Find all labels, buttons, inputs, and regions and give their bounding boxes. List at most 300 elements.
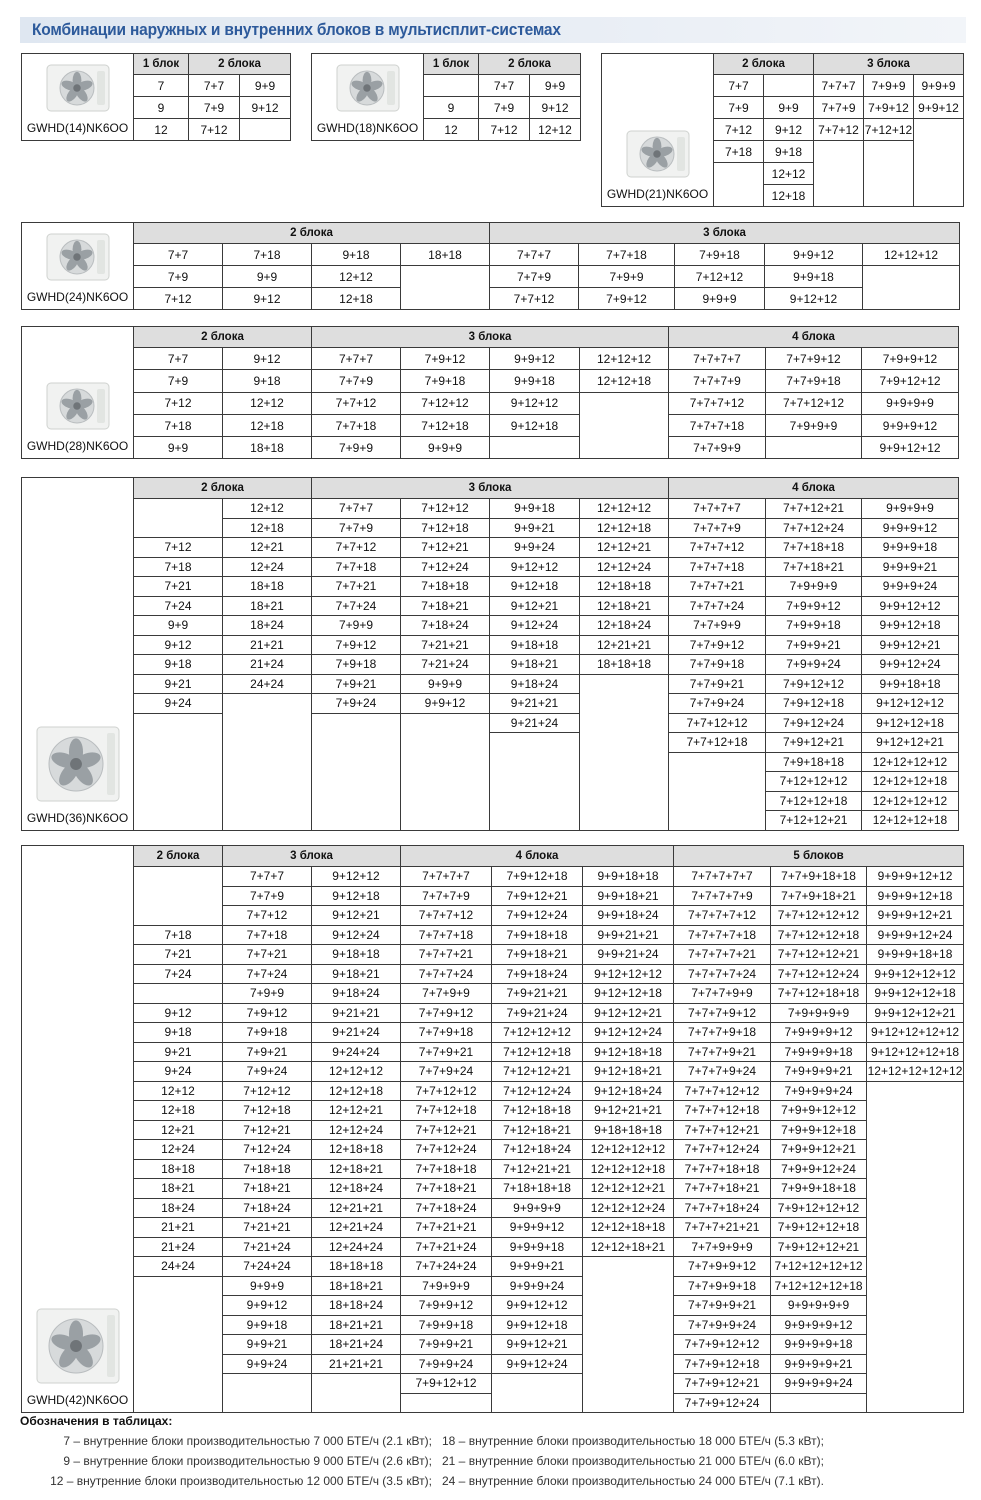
table-row — [22, 1159, 964, 1179]
combo-cell: 12+24 — [223, 557, 312, 577]
combo-cell: 9+9+12 — [914, 97, 964, 119]
combo-cell: 7+12+12 — [864, 119, 914, 141]
legend — [20, 1414, 970, 1494]
group-header: 3 блока — [490, 223, 960, 244]
combo-cell: 9+12+21+21 — [583, 1101, 674, 1121]
combo-cell: 7+21+24 — [223, 1237, 312, 1257]
combo-cell: 7+7+7+7 — [669, 499, 766, 519]
group-header: 3 блока — [223, 846, 401, 867]
combo-cell: 9+9+18+18 — [862, 674, 959, 694]
legend-row — [20, 1454, 970, 1474]
group-header: 2 блока — [134, 478, 312, 499]
combo-cell: 7+7+7+12 — [669, 392, 766, 414]
combo-cell — [401, 752, 490, 772]
combo-cell — [134, 752, 223, 772]
combo-cell: 9+9+9+12 — [862, 414, 959, 436]
combo-cell: 9+9+21 — [223, 1335, 312, 1355]
combo-cell: 21+24 — [223, 655, 312, 675]
combo-cell: 9+9+18+18 — [583, 867, 674, 887]
group-header: 2 блока — [134, 846, 223, 867]
combo-cell: 9+9+12+12 — [492, 1296, 583, 1316]
group-header: 2 блока — [134, 327, 312, 348]
group-header: 3 блока — [312, 327, 669, 348]
table-row — [22, 1276, 964, 1296]
combo-cell: 9 — [424, 97, 479, 119]
combo-cell: 7+12+21 — [223, 1120, 312, 1140]
combo-cell: 7+9+12+24 — [766, 713, 862, 733]
combo-cell: 7+9+12+12 — [766, 674, 862, 694]
combo-cell: 7+21 — [134, 945, 223, 965]
combo-cell — [134, 984, 223, 1004]
combo-cell: 7+7+7+18 — [401, 925, 492, 945]
combo-cell: 9+12+18 — [490, 414, 580, 436]
combo-cell: 7+9+12+12 — [862, 370, 959, 392]
outdoor-unit-image — [45, 232, 111, 282]
combo-cell: 7+7+12+24 — [766, 518, 862, 538]
table-row — [22, 266, 960, 288]
table-row — [22, 596, 959, 616]
table-row — [22, 906, 964, 926]
combo-cell — [401, 772, 490, 792]
group-header: 1 блок — [424, 54, 479, 75]
combo-cell — [583, 1276, 674, 1296]
combo-cell — [867, 1354, 964, 1374]
table-row — [22, 1296, 964, 1316]
combo-cell: 9+12 — [240, 97, 291, 119]
model-cell — [22, 327, 134, 459]
legend-row — [20, 1474, 970, 1494]
combo-cell: 9+9+9+24 — [492, 1276, 583, 1296]
combo-cell: 9+9+9+9+9 — [771, 1296, 867, 1316]
combo-cell: 18+18+18 — [312, 1257, 401, 1277]
combo-cell — [134, 867, 223, 887]
combo-cell: 7+12+12+12 — [766, 772, 862, 792]
combo-cell — [134, 791, 223, 811]
combo-cell: 7+9+9+9+21 — [771, 1062, 867, 1082]
combo-cell — [490, 772, 580, 792]
combo-cell — [863, 288, 960, 310]
table-row — [22, 538, 959, 558]
table-row — [22, 713, 959, 733]
combo-cell: 12+12 — [530, 119, 581, 141]
combo-cell: 7+7+7+18+24 — [674, 1198, 771, 1218]
table-row — [22, 1101, 964, 1121]
combo-cell: 12+21+21 — [312, 1198, 401, 1218]
combo-cell: 9+9+18+21 — [583, 886, 674, 906]
combo-cell — [312, 772, 401, 792]
model-label: GWHD(42)NK6OO — [26, 1393, 129, 1407]
combo-cell: 18+18 — [223, 577, 312, 597]
outdoor-unit-image — [35, 1307, 121, 1385]
combo-cell: 7+18 — [223, 244, 312, 266]
combo-cell: 7+12+18+24 — [492, 1140, 583, 1160]
combo-cell: 7+7+9+18+18 — [771, 867, 867, 887]
combo-cell: 7+12+21 — [401, 538, 490, 558]
table-row — [22, 1081, 964, 1101]
combo-cell: 7+7+7 — [814, 75, 864, 97]
combo-cell: 7+18+24 — [223, 1198, 312, 1218]
group-header: 3 блока — [814, 54, 964, 75]
combo-cell: 9+9+12 — [490, 348, 580, 370]
combo-cell: 9+9+9+24 — [862, 577, 959, 597]
combo-cell: 12+12+12+24 — [583, 1198, 674, 1218]
combo-cell: 9+9+18 — [490, 499, 580, 519]
combo-cell: 12+12+18+18 — [583, 1218, 674, 1238]
table-row — [22, 557, 959, 577]
combo-cell: 7+7+9+12 — [401, 1003, 492, 1023]
legend-item: 21 – внутренние блоки производительностью 21 000 БТЕ/ч (6.0 кВт); — [442, 1454, 824, 1468]
combo-cell: 9+9+12+18 — [862, 616, 959, 636]
combo-cell — [771, 1393, 867, 1413]
combo-cell: 7+7+9+9 — [669, 437, 766, 459]
table-row — [22, 244, 960, 266]
combo-table-gwhd14 — [21, 53, 291, 141]
combo-cell: 9+9+18 — [223, 1315, 312, 1335]
combo-cell: 7+18 — [714, 141, 764, 163]
legend-item: 24 – внутренние блоки производительностью 24 000 БТЕ/ч (7.1 кВт). — [442, 1474, 824, 1488]
combo-cell — [867, 1296, 964, 1316]
combo-cell: 7+7+12 — [312, 392, 401, 414]
model-cell — [312, 54, 424, 141]
combo-cell — [240, 119, 291, 141]
outdoor-unit-image — [35, 725, 121, 803]
combo-cell — [134, 886, 223, 906]
combo-cell: 7+12+18 — [401, 414, 490, 436]
combo-cell: 7+7+18 — [223, 925, 312, 945]
combo-cell: 7+12+18 — [401, 518, 490, 538]
table-row — [22, 1042, 964, 1062]
combo-cell — [580, 772, 669, 792]
combo-cell: 9+21+21 — [490, 694, 580, 714]
table-row — [22, 1198, 964, 1218]
combo-cell: 7+9+9 — [579, 266, 675, 288]
combo-cell: 9+9+9+21 — [492, 1257, 583, 1277]
combo-cell — [867, 1393, 964, 1413]
combo-cell — [583, 1257, 674, 1277]
table-row — [22, 733, 959, 753]
combo-cell: 9+12+18+21 — [583, 1062, 674, 1082]
combo-cell — [583, 1296, 674, 1316]
combo-cell: 9+9+9+9+21 — [771, 1354, 867, 1374]
combo-cell: 7+18 — [134, 925, 223, 945]
combo-cell: 9+18 — [134, 655, 223, 675]
combo-cell: 7+9+21 — [312, 674, 401, 694]
combo-cell: 7+9+12 — [223, 1003, 312, 1023]
combo-cell: 7+7+9 — [312, 370, 401, 392]
combo-cell: 7+7+7+18 — [669, 557, 766, 577]
combo-cell: 7+7+12+12 — [766, 392, 862, 414]
combo-cell: 9+18 — [134, 1023, 223, 1043]
combo-cell: 9+9+9+12+24 — [867, 925, 964, 945]
combo-cell: 9+9+9+18 — [862, 538, 959, 558]
combo-cell: 9+9+12+12+12 — [867, 964, 964, 984]
combo-cell: 12+18+21 — [312, 1159, 401, 1179]
combo-cell: 7+7+7+7+12 — [674, 906, 771, 926]
combo-cell: 7+9+24 — [312, 694, 401, 714]
combo-cell — [223, 791, 312, 811]
combo-cell: 7+9+12+18 — [766, 694, 862, 714]
legend-row — [20, 1434, 970, 1454]
combo-cell: 7+12+12+12+18 — [771, 1276, 867, 1296]
combo-cell — [867, 1159, 964, 1179]
model-label: GWHD(21)NK6OO — [606, 187, 709, 201]
combo-cell — [223, 713, 312, 733]
combo-cell: 7+9+9+12+18 — [771, 1120, 867, 1140]
table-row — [22, 1237, 964, 1257]
combo-cell: 9+9 — [134, 616, 223, 636]
combo-cell: 7+7+12+12+18 — [771, 925, 867, 945]
combo-cell: 7+7+18 — [312, 414, 401, 436]
combo-cell — [814, 141, 864, 163]
combo-cell — [492, 1374, 583, 1394]
combo-cell — [312, 733, 401, 753]
combo-table-gwhd42 — [21, 845, 964, 1413]
combo-cell — [580, 392, 669, 414]
combo-cell: 9+9+12+12 — [862, 596, 959, 616]
combo-cell: 7+7+7+18+18 — [674, 1159, 771, 1179]
combo-cell: 7+7+7 — [312, 348, 401, 370]
combo-cell: 12+12+12 — [312, 1062, 401, 1082]
combo-cell — [914, 163, 964, 185]
combo-cell: 9+9+24 — [490, 538, 580, 558]
combo-cell: 7+9+21+21 — [492, 984, 583, 1004]
combo-cell — [312, 752, 401, 772]
combo-cell: 7+21 — [134, 577, 223, 597]
combo-cell: 7+18+18+18 — [492, 1179, 583, 1199]
combo-cell: 7+9+9+24 — [401, 1354, 492, 1374]
table-row — [22, 1023, 964, 1043]
combo-cell: 7+7+7+12+18 — [674, 1101, 771, 1121]
combo-cell: 7+7+18+24 — [401, 1198, 492, 1218]
combo-cell: 7+12 — [134, 288, 223, 310]
combo-cell: 9+9+18 — [490, 370, 580, 392]
combo-cell: 9+9+12 — [223, 1296, 312, 1316]
table-row — [22, 886, 964, 906]
combo-cell: 12+18+18 — [580, 577, 669, 597]
combo-cell: 9+9 — [240, 75, 291, 97]
combo-cell: 9+9+21 — [490, 518, 580, 538]
combo-cell: 7+7+7+12+21 — [674, 1120, 771, 1140]
legend-item: 9 – внутренние блоки производительностью 9 000 БТЕ/ч (2.6 кВт); — [63, 1454, 432, 1468]
combo-cell — [580, 674, 669, 694]
combo-cell: 7+7+7+9+18 — [674, 1023, 771, 1043]
combo-cell: 7+21+24 — [401, 655, 490, 675]
outdoor-unit-image — [335, 63, 401, 113]
combo-cell: 9+12+18 — [490, 577, 580, 597]
combo-cell: 9+12+12+12+18 — [867, 1042, 964, 1062]
combo-cell: 7+18+18 — [223, 1159, 312, 1179]
table-row — [22, 370, 959, 392]
combo-cell: 7+9+9+12 — [401, 1296, 492, 1316]
combo-cell — [863, 266, 960, 288]
combo-cell: 7+7+9+18 — [766, 370, 862, 392]
combo-cell: 9+12+12+12+12 — [867, 1023, 964, 1043]
combo-cell: 7+7+18+21 — [766, 557, 862, 577]
combo-cell: 12+12+12+18 — [583, 1159, 674, 1179]
combo-cell: 7+9+9+12+12 — [771, 1101, 867, 1121]
combo-cell: 7+18+21 — [223, 1179, 312, 1199]
table-row — [22, 499, 959, 519]
combo-cell: 7+9+9+12 — [862, 348, 959, 370]
combo-cell: 7+7+7+7+7 — [674, 867, 771, 887]
combo-cell: 7+7+9+12+12 — [674, 1335, 771, 1355]
combo-cell: 12+12+12 — [863, 244, 960, 266]
combo-cell: 12+12 — [223, 499, 312, 519]
table-row — [22, 1354, 964, 1374]
combo-cell: 9+12 — [134, 1003, 223, 1023]
combo-cell: 7+7+9 — [814, 97, 864, 119]
combo-cell — [764, 75, 814, 97]
combo-cell: 7+9+9+18 — [401, 1315, 492, 1335]
combo-cell: 9+18+24 — [490, 674, 580, 694]
combo-cell: 7+7+7+9 — [669, 370, 766, 392]
table-row — [22, 1218, 964, 1238]
combo-cell: 7+7+7+7+9 — [674, 886, 771, 906]
combo-table-gwhd24 — [21, 222, 960, 310]
combo-cell: 7+9+9 — [223, 984, 312, 1004]
combo-cell: 12+21 — [223, 538, 312, 558]
table-row — [22, 1393, 964, 1413]
combo-cell: 7+7+7+24 — [401, 964, 492, 984]
combo-cell — [867, 1140, 964, 1160]
combo-cell: 18+21+24 — [312, 1335, 401, 1355]
combo-cell — [867, 1120, 964, 1140]
combo-cell: 7+7+24+24 — [401, 1257, 492, 1277]
combo-cell: 7+7+9+9+18 — [674, 1276, 771, 1296]
group-header: 2 блока — [189, 54, 291, 75]
model-label: GWHD(14)NK6OO — [26, 121, 129, 135]
combo-cell: 9+12 — [134, 635, 223, 655]
combo-cell: 9+12+12 — [312, 867, 401, 887]
combo-cell: 7+18 — [134, 557, 223, 577]
combo-cell: 12+21 — [134, 1120, 223, 1140]
combo-cell: 9+12+21 — [312, 906, 401, 926]
combo-cell: 9+12+12+21 — [583, 1003, 674, 1023]
group-header: 4 блока — [401, 846, 674, 867]
combo-cell: 9+9+12 — [401, 694, 490, 714]
model-cell — [602, 54, 714, 207]
combo-cell: 7+7+12 — [490, 288, 579, 310]
combo-cell: 7+9+9 — [864, 75, 914, 97]
combo-cell: 12+18+24 — [312, 1179, 401, 1199]
combo-cell: 12+12+18 — [580, 518, 669, 538]
combo-cell: 7+7+9+18 — [401, 1023, 492, 1043]
combo-cell: 24+24 — [223, 674, 312, 694]
combo-cell: 9+9+9+18+18 — [867, 945, 964, 965]
combo-cell — [814, 185, 864, 207]
combo-table — [601, 53, 964, 207]
combo-cell: 7+21+21 — [223, 1218, 312, 1238]
combo-cell: 7+7+7+7+18 — [674, 925, 771, 945]
combo-cell: 9+12+12+21 — [862, 733, 959, 753]
table-row — [22, 674, 959, 694]
combo-cell: 7+7+9+9+12 — [674, 1257, 771, 1277]
combo-cell: 9+12+18+24 — [583, 1081, 674, 1101]
combo-cell: 7+7+24 — [223, 964, 312, 984]
combo-cell: 7+7 — [189, 75, 240, 97]
group-header: 2 блока — [714, 54, 814, 75]
combo-cell — [490, 791, 580, 811]
combo-cell: 12+12+21 — [580, 538, 669, 558]
combo-cell — [914, 185, 964, 207]
combo-cell: 12+12+24 — [312, 1120, 401, 1140]
combo-cell: 7+9+9+9+24 — [771, 1081, 867, 1101]
combo-cell: 7+7+7+7+24 — [674, 964, 771, 984]
combo-cell: 7+12+12 — [675, 266, 765, 288]
combo-cell: 7+9+9+12+24 — [771, 1159, 867, 1179]
combo-cell: 12+12+18 — [312, 1081, 401, 1101]
combo-cell: 9+18+21 — [312, 964, 401, 984]
combo-cell: 12+24+24 — [312, 1237, 401, 1257]
combo-cell: 7+7+9+12+18 — [674, 1354, 771, 1374]
combo-cell: 7+7+9+21 — [401, 1042, 492, 1062]
combo-cell — [580, 811, 669, 831]
combo-cell: 9+9+12+12 — [862, 437, 959, 459]
combo-cell: 7+9+9+18+18 — [771, 1179, 867, 1199]
combo-cell: 9+9+9+9+12 — [771, 1315, 867, 1335]
group-header: 2 блока — [134, 223, 490, 244]
combo-cell: 7+7+9+12 — [669, 635, 766, 655]
combo-table-gwhd21 — [601, 53, 964, 207]
combo-cell: 7+9+12 — [864, 97, 914, 119]
combo-cell: 7+9+24 — [223, 1062, 312, 1082]
combo-cell: 7+12+24 — [223, 1140, 312, 1160]
combo-cell: 12+12 — [134, 1081, 223, 1101]
combo-cell: 7+7+12+21 — [401, 1120, 492, 1140]
combo-cell: 9+9+24 — [223, 1354, 312, 1374]
combo-cell: 7+9+9 — [312, 616, 401, 636]
combo-cell: 9+12+12 — [490, 392, 580, 414]
combo-cell — [134, 1354, 223, 1374]
combo-cell — [580, 414, 669, 436]
table-row — [22, 1140, 964, 1160]
combo-cell: 7+9+12+12+21 — [771, 1237, 867, 1257]
combo-cell: 9+12+12+12 — [583, 964, 674, 984]
combo-table — [311, 53, 581, 141]
combo-cell — [867, 1257, 964, 1277]
combo-cell: 7+9+21 — [223, 1042, 312, 1062]
combo-cell: 7+18 — [134, 414, 223, 436]
table-row — [22, 694, 959, 714]
combo-table — [21, 53, 291, 141]
combo-cell: 7+7+7+18+21 — [674, 1179, 771, 1199]
combo-cell: 9+12 — [530, 97, 581, 119]
table-row — [22, 984, 964, 1004]
combo-cell: 12 — [134, 119, 189, 141]
combo-cell: 7+7+7 — [312, 499, 401, 519]
table-row — [22, 791, 959, 811]
combo-cell — [580, 694, 669, 714]
combo-cell: 9+12+12 — [765, 288, 863, 310]
combo-cell: 9+12+18 — [312, 886, 401, 906]
combo-cell: 7+12+12+18 — [492, 1042, 583, 1062]
page-title: Комбинации наружных и внутренних блоков в мультисплит-системах — [32, 21, 561, 39]
combo-cell: 9+9+9+9 — [862, 392, 959, 414]
combo-table — [21, 222, 960, 310]
combo-cell — [134, 1296, 223, 1316]
combo-cell: 7+7+12+24 — [401, 1140, 492, 1160]
legend-item: 12 – внутренние блоки производительностью 12 000 БТЕ/ч (3.5 кВт); — [50, 1474, 432, 1488]
table-row — [22, 414, 959, 436]
combo-cell: 7+7+9+9+9 — [674, 1237, 771, 1257]
combo-cell: 7+7+9+24 — [669, 694, 766, 714]
combo-cell: 12+12+24 — [580, 557, 669, 577]
combo-cell: 7+12 — [714, 119, 764, 141]
combo-cell: 7+9+18 — [401, 370, 490, 392]
combo-cell: 7+9+9+9 — [401, 1276, 492, 1296]
combo-cell: 9+12+21 — [490, 596, 580, 616]
combo-cell: 9+9+9 — [675, 288, 765, 310]
